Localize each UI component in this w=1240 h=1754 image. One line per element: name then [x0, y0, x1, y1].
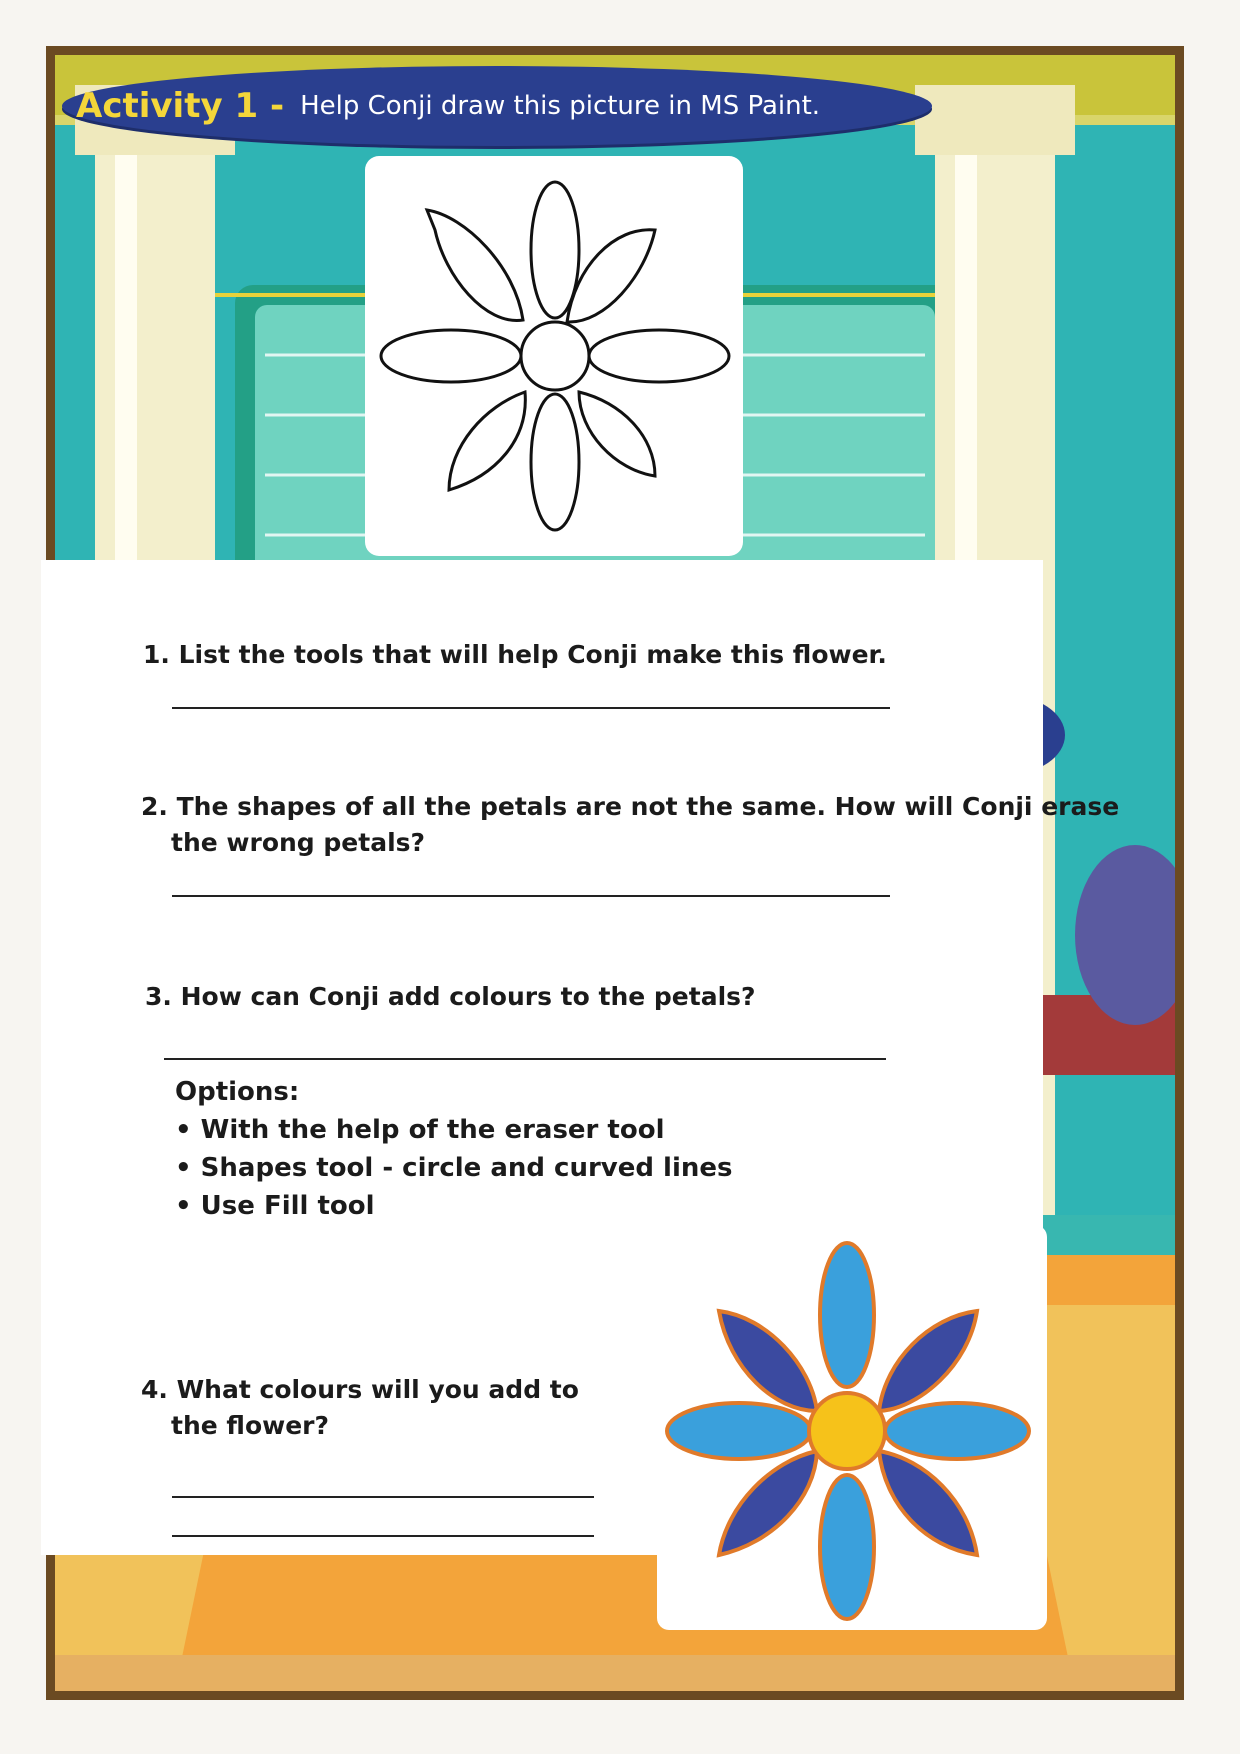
coloured-flower-card	[657, 1225, 1047, 1630]
question-3	[145, 979, 756, 1015]
outline-flower-card	[365, 156, 743, 556]
answer-line-1[interactable]	[172, 707, 890, 709]
question-1	[143, 637, 887, 673]
question-1-text: 1. List the tools that will help Conji make this flower.	[143, 640, 887, 669]
question-2-text-line-1: 2. The shapes of all the petals are not the same. How will Conji erase	[141, 792, 1120, 821]
question-2-text-line-2: the wrong petals?	[171, 828, 426, 857]
coloured-flower-drawing	[657, 1225, 1047, 1630]
activity-instruction: Help Conji draw this picture in MS Paint.	[300, 91, 821, 121]
option-item: • With the help of the eraser tool	[175, 1111, 733, 1149]
answer-line-2[interactable]	[172, 895, 890, 897]
question-4	[141, 1372, 579, 1444]
answer-line-4a[interactable]	[172, 1496, 594, 1498]
outline-flower-drawing	[365, 156, 743, 556]
answer-line-4b[interactable]	[172, 1535, 594, 1537]
question-4-text-line-2: the flower?	[171, 1411, 329, 1440]
options-heading: Options:	[175, 1077, 300, 1107]
question-3-text: 3. How can Conji add colours to the petals?	[145, 982, 756, 1011]
question-4-text-line-1: 4. What colours will you add to	[141, 1375, 579, 1404]
question-2	[141, 789, 1119, 861]
option-item: • Shapes tool - circle and curved lines	[175, 1149, 733, 1187]
activity-header	[76, 74, 820, 138]
answer-line-3[interactable]	[164, 1058, 886, 1060]
option-item: • Use Fill tool	[175, 1187, 733, 1225]
activity-title: Activity 1 -	[76, 86, 285, 126]
options-list	[175, 1073, 733, 1225]
